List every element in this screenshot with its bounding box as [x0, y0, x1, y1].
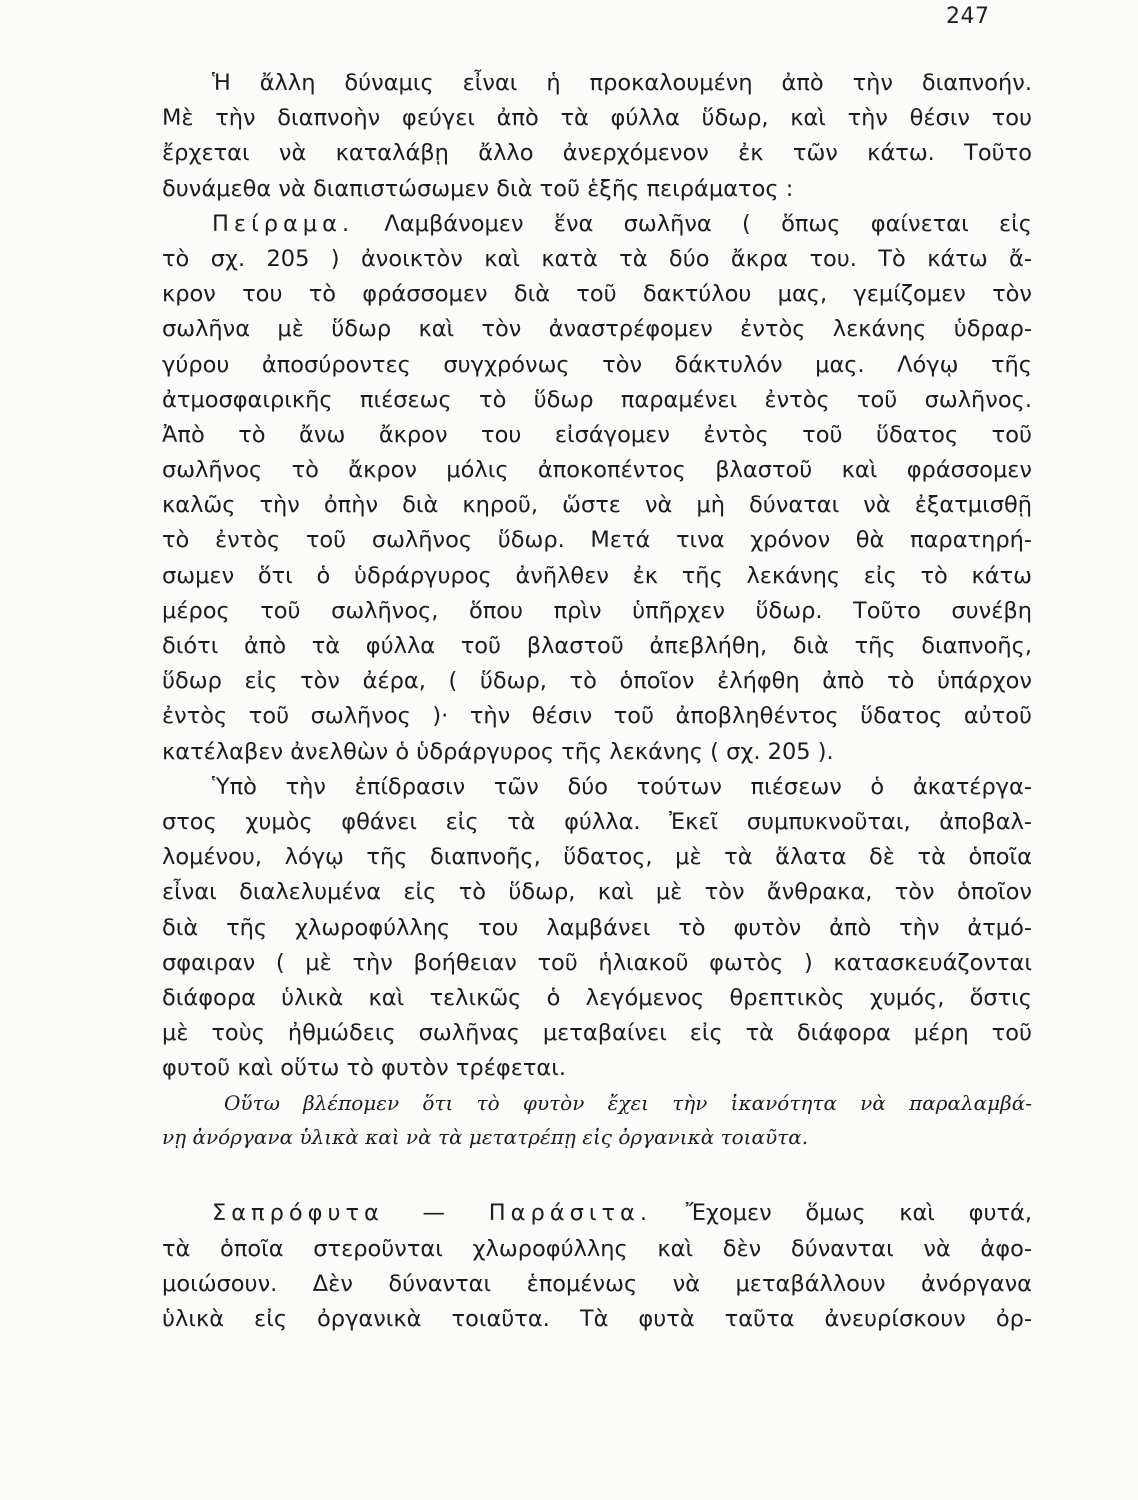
- text-line: διάφορα ὑλικὰ καὶ τελικῶς ὁ λεγόμενος θρεπτικὸς χυμός, ὅστις: [162, 984, 1032, 1011]
- text-line: στος χυμὸς φθάνει εἰς τὰ φύλλα. Ἐκεῖ συμπυκνοῦται, ἀποβαλ-: [162, 808, 1032, 835]
- text-fragment: Λαμβάνομεν ἕνα σωλῆνα ( ὅπως φαίνεται εἰς: [384, 210, 1032, 237]
- text-line: γύρου ἀποσύροντες συγχρόνως τὸν δάκτυλόν μας. Λόγῳ τῆς: [162, 351, 1032, 378]
- text-line: Μὲ τὴν διαπνοὴν φεύγει ἀπὸ τὰ φύλλα ὕδωρ, καὶ τὴν θέσιν του: [162, 105, 1032, 132]
- text-line: [162, 1196, 1032, 1231]
- text-line: διότι ἀπὸ τὰ φύλλα τοῦ βλαστοῦ ἀπεβλήθη, διὰ τῆς διαπνοῆς,: [162, 633, 1032, 659]
- text-line: τὰ ὁποῖα στεροῦνται χλωροφύλλης καὶ δὲν δύνανται νὰ ἀφο-: [162, 1235, 1032, 1262]
- text-line: κατέλαβεν ἀνελθὼν ὁ ὑδράργυρος τῆς λεκάνης ( σχ. 205 ).: [162, 738, 834, 765]
- paragraph-nutrient-sap: [162, 770, 1032, 1087]
- text-line: Ὑπὸ τὴν ἐπίδρασιν τῶν δύο τούτων πιέσεων ὁ ἀκατέργα-: [212, 773, 1032, 800]
- section-heading: Σαπρόφυτα — Παράσιτα.: [212, 1200, 653, 1227]
- text-line: σωμεν ὅτι ὁ ὑδράργυρος ἀνῆλθεν ἐκ τῆς λεκάνης εἰς τὸ κάτω: [162, 562, 1032, 589]
- text-line: σωλῆνος τὸ ἄκρον μόλις ἀποκοπέντος βλαστοῦ καὶ φράσσομεν: [162, 457, 1032, 484]
- text-line: ἀτμοσφαιρικῆς πιέσεως τὸ ὕδωρ παραμένει ἐντὸς τοῦ σωλῆνος.: [162, 386, 1032, 413]
- text-line: Ἀπὸ τὸ ἄνω ἄκρον του εἰσάγομεν ἐντὸς τοῦ ὕδατος τοῦ: [162, 421, 1032, 448]
- text-line: κρον του τὸ φράσσομεν διὰ τοῦ δακτύλου μας, γεμίζομεν τὸν: [162, 281, 1032, 308]
- italic-summary: [162, 1086, 1032, 1154]
- text-line: Ἡ ἄλλη δύναμις εἶναι ἡ προκαλουμένη ἀπὸ τὴν διαπνοήν.: [212, 70, 1032, 96]
- paragraph-transpiration-intro: [162, 66, 1032, 207]
- summary-line: Οὕτω βλέπομεν ὅτι τὸ φυτὸν ἔχει τὴν ἱκανότητα νὰ παραλαμβά-: [224, 1091, 1032, 1116]
- text-line: ὕδωρ εἰς τὸν ἀέρα, ( ὕδωρ, τὸ ὁποῖον ἐλήφθη ἀπὸ τὸ ὑπάρχον: [162, 668, 1032, 695]
- text-line: τὸ ἐντὸς τοῦ σωλῆνος ὕδωρ. Μετά τινα χρόνον θὰ παρατηρή-: [162, 527, 1032, 554]
- text-line: ὑλικὰ εἰς ὀργανικὰ τοιαῦτα. Τὰ φυτὰ ταῦτα ἀνευρίσκουν ὀρ-: [162, 1306, 1032, 1332]
- text-line: ἐντὸς τοῦ σωλῆνος )· τὴν θέσιν τοῦ ἀποβληθέντος ὕδατος αὐτοῦ: [162, 703, 1032, 730]
- text-line: τὸ σχ. 205 ) ἀνοικτὸν καὶ κατὰ τὰ δύο ἄκρα του. Τὸ κάτω ἄ-: [162, 245, 1032, 272]
- paragraph-experiment: [162, 207, 1032, 770]
- experiment-label: Πείραμα.: [212, 210, 355, 237]
- text-line: μοιώσουν. Δὲν δύνανται ἑπομένως νὰ μεταβάλλουν ἀνόργανα: [162, 1270, 1032, 1297]
- section-saprophytes-parasites: [162, 1196, 1032, 1337]
- body-text: [162, 66, 1032, 1337]
- text-line: δυνάμεθα νὰ διαπιστώσωμεν διὰ τοῦ ἑξῆς πειράματος :: [162, 175, 794, 202]
- text-line: σωλῆνα μὲ ὕδωρ καὶ τὸν ἀναστρέφομεν ἐντὸς λεκάνης ὑδραρ-: [162, 316, 1032, 343]
- text-line: σφαιραν ( μὲ τὴν βοήθειαν τοῦ ἡλιακοῦ φωτὸς ) κατασκευάζονται: [162, 949, 1032, 976]
- summary-line: νῃ ἀνόργανα ὑλικὰ καὶ νὰ τὰ μετατρέπῃ εἰς ὀργανικὰ τοιαῦτα.: [162, 1125, 809, 1150]
- text-line: διὰ τῆς χλωροφύλλης του λαμβάνει τὸ φυτὸν ἀπὸ τὴν ἀτμό-: [162, 914, 1032, 941]
- page-number: 247: [946, 4, 990, 29]
- text-line: καλῶς τὴν ὀπὴν διὰ κηροῦ, ὥστε νὰ μὴ δύναται νὰ ἐξατμισθῇ: [162, 492, 1032, 519]
- text-line: ἔρχεται νὰ καταλάβῃ ἄλλο ἀνερχόμενον ἐκ τῶν κάτω. Τοῦτο: [162, 140, 1032, 167]
- text-line: μέρος τοῦ σωλῆνος, ὅπου πρὶν ὑπῆρχεν ὕδωρ. Τοῦτο συνέβη: [162, 597, 1032, 624]
- text-line: φυτοῦ καὶ οὕτω τὸ φυτὸν τρέφεται.: [162, 1055, 567, 1082]
- text-line: λομένου, λόγῳ τῆς διαπνοῆς, ὕδατος, μὲ τὰ ἅλατα δὲ τὰ ὁποῖα: [162, 844, 1032, 871]
- text-line: μὲ τοὺς ἠθμώδεις σωλῆνας μεταβαίνει εἰς τὰ διάφορα μέρη τοῦ: [162, 1020, 1032, 1047]
- section-gap: [162, 1154, 1032, 1196]
- text-line: [162, 207, 1032, 242]
- text-line: εἶναι διαλελυμένα εἰς τὸ ὕδωρ, καὶ μὲ τὸν ἄνθρακα, τὸν ὁποῖον: [162, 879, 1032, 906]
- text-fragment: Ἔχομεν ὅμως καὶ φυτά,: [685, 1200, 1032, 1227]
